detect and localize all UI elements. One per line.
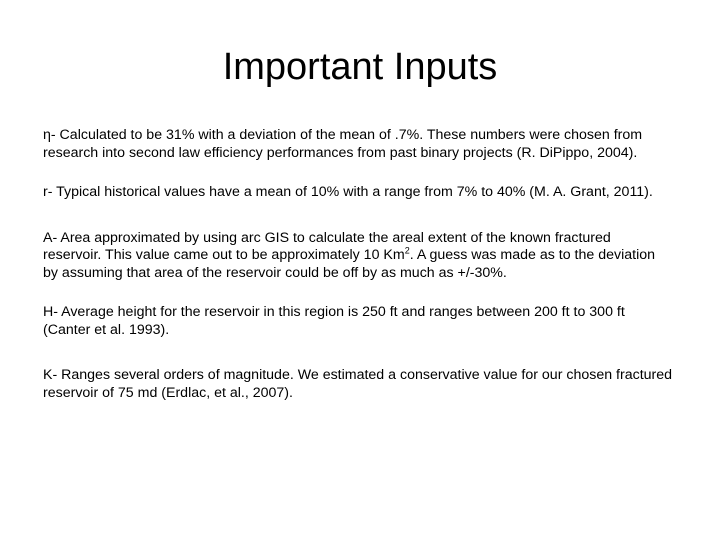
slide-body (43, 127, 673, 424)
area-superscript: 2 (404, 245, 410, 256)
area-text-before: - Area approximated by using arc GIS to calculate the areal extent of the known fractured reservoir. This value came out to be approximately 10 Km (43, 229, 611, 263)
paragraph-height (43, 304, 673, 339)
symbol-r: r (43, 184, 48, 200)
paragraph-recovery (43, 184, 673, 202)
symbol-eta: η (43, 127, 51, 143)
area-text-after: . A guess was made as to the deviation by assuming that area of the reservoir could be off by as much as +/-30%. (43, 247, 655, 281)
height-text: - Average height for the reservoir in this region is 250 ft and ranges between 200 ft to 300 ft (Canter et al. 1993). (43, 304, 625, 338)
symbol-h: H (43, 304, 54, 320)
paragraph-area (43, 230, 673, 283)
efficiency-text: - Calculated to be 31% with a deviation of the mean of .7%. These numbers were chosen from research into second law efficiency performances from past binary projects (R. DiPippo, 2004). (43, 127, 643, 161)
symbol-k: K (43, 367, 53, 383)
slide-title: Important Inputs (222, 46, 498, 88)
symbol-a: A (43, 229, 53, 246)
paragraph-efficiency (43, 127, 673, 162)
permeability-text: - Ranges several orders of magnitude. We estimated a conservative value for our chosen fractured reservoir of 75 md (Erdlac, et al., 2007). (43, 367, 673, 401)
recovery-text: - Typical historical values have a mean of 10% with a range from 7% to 40% (M. A. Grant, 2011). (47, 184, 653, 200)
paragraph-permeability (43, 367, 673, 402)
